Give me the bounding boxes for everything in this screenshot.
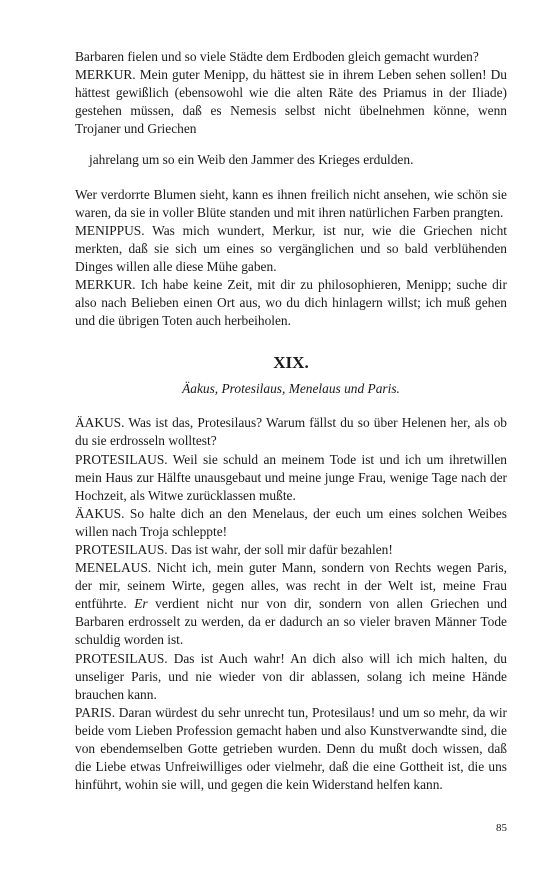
- menelaus-text-end: verdient nicht nur von dir, sondern von allen Griechen und Barbaren erdrosselt zu werden, da er dadurch an so vieler braven Männer Tode schuldig worden ist.: [75, 596, 508, 648]
- paragraph-protesilaus-reply: PROTESILAUS. Weil sie schuld an meinem Tode ist und ich um ihretwillen mein Haus zur Hälfte unausgebaut und meine junge Frau, wenige Tage nach der Hochzeit, als Witwe zurücklassen mußte.: [75, 451, 507, 503]
- paragraph-protesilaus-agree: PROTESILAUS. Das ist wahr, der soll mir dafür bezahlen!: [75, 541, 393, 557]
- chapter-title: Äakus, Protesilaus, Menelaus und Paris.: [182, 381, 400, 397]
- page-number: 85: [496, 822, 507, 834]
- paragraph-protesilaus-threat: PROTESILAUS. Das ist Auch wahr! An dich also will ich mich halten, du unseliger Paris, und nie wieder von dir ablassen, solang ich meine Hände brauchen kann.: [75, 650, 507, 702]
- paragraph-menippus-speech: MENIPPUS. Was mich wundert, Merkur, ist nur, wie die Griechen nicht merkten, daß sie sich um eines so vergänglichen und so bald verblühenden Dinges willen alle diese Mühe gaben.: [75, 222, 507, 274]
- book-page: [75, 48, 507, 794]
- chapter-number: XIX.: [273, 353, 309, 373]
- paragraph-menelaus-speech: [75, 559, 507, 649]
- paragraph-aakus-advice: ÄAKUS. So halte dich an den Menelaus, der euch um eines solchen Weibes willen nach Troja schleppte!: [75, 505, 507, 539]
- paragraph-paris-speech: PARIS. Daran würdest du sehr unrecht tun, Protesilaus! und um so mehr, da wir beide vom Lieben Profession gemacht haben und also Kunstverwandte sind, die von ebendemselben Gotte getrieben wurden. Denn du mußt doch wissen, daß die Liebe etwas Unfreiwilliges oder vielmehr, daß die eine Gottheit ist, die uns hinführt, wohin sie will, und gegen die kein Widerstand helfen kann.: [75, 704, 507, 793]
- verse-line: jahrelang um so ein Weib den Jammer des Krieges erdulden.: [89, 152, 414, 168]
- paragraph-aakus-question: ÄAKUS. Was ist das, Protesilaus? Warum fällst du so über Helenen her, als ob du sie erdrosseln wolltest?: [75, 415, 507, 449]
- paragraph-merkur-speech: MERKUR. Mein guter Menipp, du hättest sie in ihrem Leben sehen sollen! Du hättest gewißlich (ebensowohl wie die alten Räte des Priamus in der Iliade) gestehen müssen, daß es Nemesis selbst nicht übelnehmen könne, wenn Trojaner und Griechen: [75, 67, 507, 137]
- paragraph-merkur-reply: MERKUR. Ich habe keine Zeit, mit dir zu philosophieren, Menipp; suche dir also nach Belieben einen Ort aus, wo du dich hinlagern willst; ich muß gehen und die übrigen Toten auch herbeiholen.: [75, 277, 507, 329]
- paragraph-verdorrte-blumen: Wer verdorrte Blumen sieht, kann es ihnen freilich nicht ansehen, wie schön sie waren, da sie in voller Blüte standen und mit ihren natürlichen Farben prangten.: [75, 186, 507, 220]
- menelaus-emphasis: Er: [134, 596, 148, 612]
- paragraph-barbaren: Barbaren fielen und so viele Städte dem Erdboden gleich gemacht wurden?: [75, 49, 479, 64]
- menelaus-text-start: MENELAUS. Nicht ich, mein guter Mann, sondern von Rechts wegen Paris, der mir, seinem Wirte, gegen alles, was recht in der Welt ist, meine Frau entführte.: [75, 560, 507, 612]
